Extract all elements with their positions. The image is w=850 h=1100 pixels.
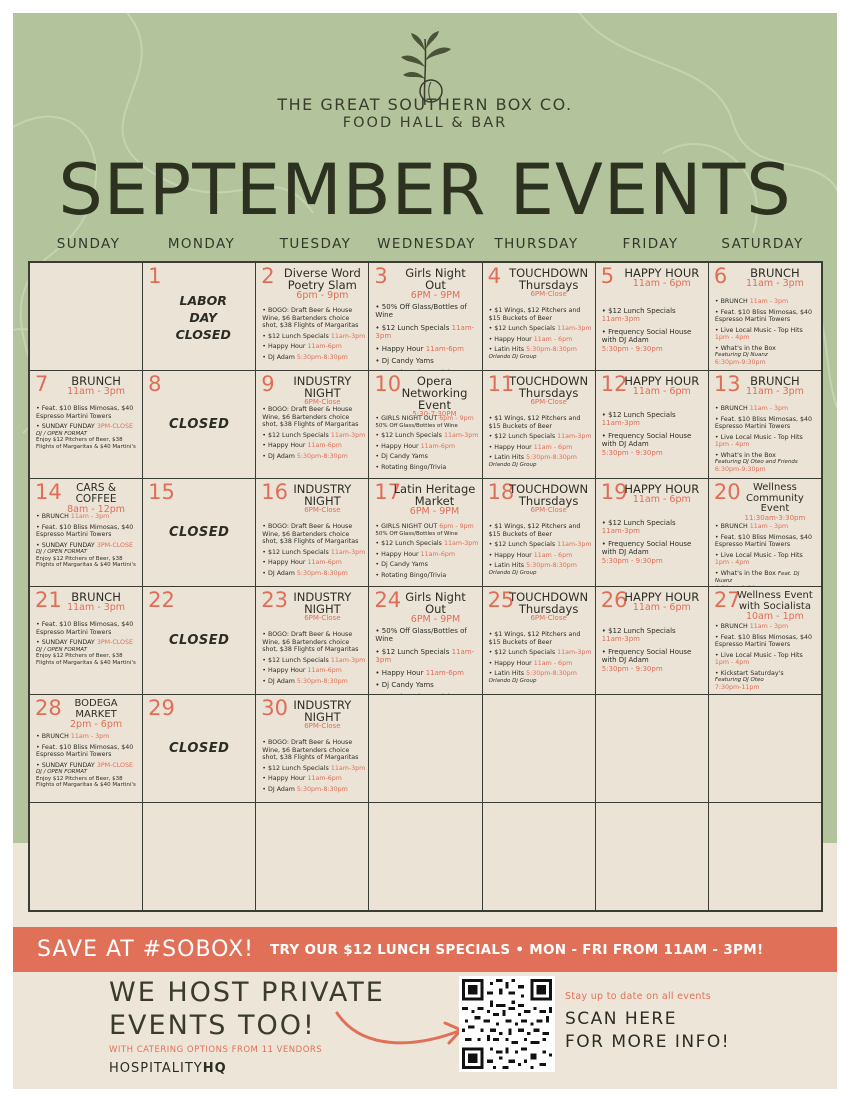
event-heading: BRUNCH 11am - 3pm: [67, 374, 126, 398]
list-item: • Frequency Social House with DJ Adam 5:30pm - 9:30pm: [601, 327, 692, 353]
event-heading: HAPPY HOUR 11am - 6pm: [624, 374, 700, 398]
day-number: 12: [600, 372, 628, 396]
list-item: • Feat. $10 Bliss Mimosas, $40 Espresso Martini Towers: [36, 523, 134, 539]
day-cell-22: [143, 587, 255, 694]
list-item: • $12 Lunch Specials 11am-3pm: [488, 541, 592, 549]
list-item: • $1 Wings, $12 Pitchers and $15 Buckets of Beer: [488, 631, 581, 646]
banner-lunch-specials: TRY OUR $12 LUNCH SPECIALS • MON - FRI FROM 11AM - 3PM!: [269, 941, 764, 958]
list-item: • Live Local Music - Top Hits 1pm - 4pm: [714, 651, 803, 667]
event-list: [375, 415, 478, 474]
day-cell-8: [143, 371, 255, 478]
brand-name: THE GREAT SOUTHERN BOX CO.: [277, 95, 573, 114]
day-number: 25: [487, 588, 515, 612]
event-list: [715, 523, 818, 586]
dow-sunday: SUNDAY: [56, 236, 121, 252]
list-item: • Happy Hour 11am-6pm: [262, 343, 342, 351]
day-number: 7: [35, 372, 49, 396]
event-list: [36, 621, 139, 669]
list-item: • BRUNCH 11am - 3pm: [36, 733, 110, 740]
list-item: • DJ Adam 5:30pm-8:30pm: [262, 353, 348, 361]
dow-thursday: THURSDAY: [494, 236, 579, 252]
day-cell-12: [596, 371, 708, 478]
day-cell-empty: [30, 263, 142, 370]
list-item: • $12 Lunch Specials 11am-3pm: [375, 647, 475, 665]
labor-day-closed: LABOR DAY CLOSED: [175, 293, 231, 342]
dow-saturday: SATURDAY: [721, 236, 804, 252]
event-list: [262, 739, 365, 796]
list-item: • Live Local Music - Top Hits 1pm - 4pm: [714, 433, 803, 449]
list-item: • SUNDAY FUNDAY 3PM-CLOSE DJ / OPEN FORMAT Enjoy $12 Pitchers of Beer, $38 Flights of Margaritas & $40 Martini's: [36, 423, 136, 450]
event-heading: BODEGA MARKET 2pm - 6pm: [70, 698, 123, 730]
list-item: • $12 Lunch Specials 11am-3pm: [262, 548, 366, 556]
dow-wednesday: WEDNESDAY: [377, 236, 476, 252]
event-heading: HAPPY HOUR 11am - 6pm: [624, 266, 700, 290]
more-info-text: FOR MORE INFO!: [565, 1032, 731, 1052]
day-cell-empty: [483, 803, 595, 910]
list-item: • BRUNCH 11am - 3pm: [714, 405, 789, 412]
day-number: 11: [487, 372, 515, 396]
list-item: • Live Local Music - Top Hits 1pm - 4pm: [714, 551, 803, 567]
day-cell-4: [483, 263, 595, 370]
day-number: 21: [35, 588, 62, 612]
list-item: • Feat. $10 Bliss Mimosas, $40 Espresso Martini Towers: [36, 621, 134, 636]
day-number: 28: [35, 696, 62, 720]
day-cell-2: [256, 263, 368, 370]
event-list: [36, 733, 139, 792]
list-item: • Feat. $10 Bliss Mimosas, $40 Espresso Martini Towers: [714, 633, 813, 649]
private-events-heading: WE HOST PRIVATE: [109, 977, 385, 1008]
day-cell-empty: [369, 803, 481, 910]
event-heading: Wellness Community Event 11:30am-3:30pm: [744, 482, 806, 522]
list-item: • BRUNCH 11am - 3pm: [714, 623, 789, 630]
event-list: [489, 523, 592, 579]
event-list: [36, 405, 139, 453]
list-item: • $12 Lunch Specials 11am-3pm: [601, 627, 676, 644]
event-list: [489, 631, 592, 687]
day-cell-27: [709, 587, 821, 694]
event-list: [262, 406, 365, 463]
list-item: • DJ Adam 5:30pm-8:30pm: [262, 785, 348, 793]
event-heading: BRUNCH 11am - 3pm: [745, 266, 804, 290]
list-item: • $12 Lunch Specials 11am-3pm: [262, 764, 366, 772]
list-item: • Dj Candy Yams: [375, 680, 434, 689]
event-heading: INDUSTRY NIGHT 6PM-Close: [293, 698, 352, 731]
event-list: [602, 519, 705, 569]
day-number: 16: [261, 480, 289, 504]
day-cell-18: [483, 479, 595, 586]
list-item: • DJ Adam 5:30pm-8:30pm: [262, 569, 348, 577]
list-item: • DJ Adam 5:30pm-8:30pm: [262, 452, 348, 460]
day-number: 26: [600, 588, 628, 612]
catering-note: WITH CATERING OPTIONS FROM 11 VENDORS: [109, 1045, 323, 1055]
list-item: • SUNDAY FUNDAY 3PM-CLOSE DJ / OPEN FORMAT Enjoy $12 Pitchers of Beer, $38 Flights of Margaritas & $40 Martini's: [36, 639, 136, 666]
day-cell-17: [369, 479, 481, 586]
event-heading: Opera Networking Event 5:30-7:30PM: [401, 374, 468, 419]
event-heading: INDUSTRY NIGHT 6PM-Close: [293, 590, 352, 623]
day-number: 3: [374, 264, 388, 288]
list-item: • Happy Hour 11am-6pm: [262, 442, 342, 450]
day-cell-20: [709, 479, 821, 586]
day-cell-11: [483, 371, 595, 478]
day-cell-3: [369, 263, 481, 370]
day-cell-empty: [30, 803, 142, 910]
day-cell-21: [30, 587, 142, 694]
brand-subtitle: FOOD HALL & BAR: [342, 115, 508, 131]
event-heading: INDUSTRY NIGHT 6PM-Close: [293, 374, 352, 407]
list-item: • $12 Lunch Specials 11am-3pm: [488, 433, 592, 441]
list-item: [375, 369, 478, 370]
list-item: • $12 Lunch Specials 11am-3pm: [488, 649, 592, 657]
day-cell-25: [483, 587, 595, 694]
list-item: • Dj Candy Yams: [375, 453, 428, 461]
list-item: • Happy Hour 11am - 6pm: [488, 551, 573, 559]
day-cell-29: [143, 695, 255, 802]
day-cell-7: [30, 371, 142, 478]
day-number: 19: [600, 480, 628, 504]
event-heading: Wellness Event with Socialista 10am - 1pm: [737, 590, 813, 622]
list-item: • BRUNCH 11am - 3pm: [714, 298, 789, 305]
list-item: • $12 Lunch Specials 11am-3pm: [488, 325, 592, 333]
qr-code-icon[interactable]: [459, 976, 555, 1072]
day-number: 30: [261, 696, 289, 720]
event-list: [602, 411, 705, 461]
list-item: • $12 Lunch Specials 11am-3pm: [262, 656, 366, 664]
dow-tuesday: TUESDAY: [279, 236, 352, 252]
day-cell-16: [256, 479, 368, 586]
list-item: • What's in the Box Featuring DJ Oteo and Friends 6:30pm-9:30pm: [714, 451, 798, 473]
list-item: • $1 Wings, $12 Pitchers and $15 Buckets of Beer: [488, 523, 581, 538]
list-item: • 50% Off Glass/Bottles of Wine: [375, 303, 467, 320]
day-number: 13: [713, 372, 741, 396]
event-list: [715, 623, 818, 694]
closed-label: CLOSED: [168, 417, 230, 432]
calendar-grid: [28, 261, 823, 912]
event-heading: INDUSTRY NIGHT 6PM-Close: [293, 482, 352, 515]
private-events-heading-2: EVENTS TOO!: [109, 1010, 316, 1041]
day-number: 10: [374, 372, 402, 396]
event-list: [262, 631, 365, 688]
list-item: • Happy Hour 11am-6pm: [375, 442, 456, 450]
scan-here-text: SCAN HERE: [565, 1009, 677, 1029]
day-cell-1: [143, 263, 255, 370]
list-item: • Happy Hour 11am-6pm: [375, 550, 456, 558]
day-number: 20: [713, 480, 741, 504]
day-cell-empty: [709, 803, 821, 910]
day-cell-empty: [596, 695, 708, 802]
list-item: • Frequency Social House with DJ Adam 5:30pm - 9:30pm: [601, 431, 692, 457]
list-item: • Latin Hits 5:30pm-8:30pm Orlando Dj Group: [488, 670, 577, 684]
list-item: • Rotating Bingo/Trivia: [375, 463, 447, 471]
list-item: • $1 Wings, $12 Pitchers and $15 Buckets of Beer: [488, 415, 581, 430]
list-item: • SUNDAY FUNDAY 3PM-CLOSE DJ / OPEN FORMAT Enjoy $12 Pitchers of Beer, $38 Flights of Margaritas & $40 Martini's: [36, 761, 136, 789]
list-item: • Kickstart Saturday's Featuring DJ Oteo 7:30pm-11pm: [714, 669, 784, 691]
event-list: [602, 627, 705, 677]
day-cell-30: [256, 695, 368, 802]
list-item: • Latin Hits 5:30pm-8:30pm Orlando Dj Group: [488, 454, 577, 468]
list-item: • SUNDAY FUNDAY 3PM-CLOSE DJ / OPEN FORMAT Enjoy $12 Pitchers of Beer, $38 Flights of Margaritas & $40 Martini's: [36, 541, 136, 569]
list-item: • DJ Adam 5:30pm-8:30pm: [262, 677, 348, 685]
list-item: • $12 Lunch Specials 11am-3pm: [601, 519, 676, 536]
event-list: [375, 303, 478, 370]
list-item: • GIRLS NIGHT OUT 6pm - 9pm 50% Off Glass/Bottles of Wine: [375, 415, 474, 429]
day-number: 23: [261, 588, 289, 612]
dow-friday: FRIDAY: [622, 236, 679, 252]
list-item: • $12 Lunch Specials 11am-3pm: [375, 432, 479, 440]
list-item: • GIRLS NIGHT OUT 6pm - 9pm 50% Off Glass/Bottles of Wine: [375, 523, 474, 537]
event-list: [489, 415, 592, 471]
day-number: 1: [148, 264, 162, 288]
list-item: • Feat. $10 Bliss Mimosas, $40 Espresso Martini Towers: [714, 533, 813, 549]
event-heading: TOUCHDOWN Thursdays 6PM-Close: [509, 590, 589, 623]
day-cell-6: [709, 263, 821, 370]
day-cell-10: [369, 371, 481, 478]
event-heading: TOUCHDOWN Thursdays 6PM-Close: [509, 266, 589, 299]
day-cell-26: [596, 587, 708, 694]
event-heading: BRUNCH 11am - 3pm: [67, 590, 126, 614]
day-number: 29: [148, 696, 175, 720]
event-heading: HAPPY HOUR 11am - 6pm: [624, 482, 700, 506]
list-item: • Dj Candy Yams: [375, 356, 434, 365]
event-heading: TOUCHDOWN Thursdays 6PM-Close: [509, 374, 589, 407]
list-item: • Live Local Music - Top Hits 1pm - 4pm: [714, 326, 803, 342]
list-item: • Feat. $10 Bliss Mimosas, $40 Espresso Martini Towers: [36, 405, 134, 420]
list-item: • $12 Lunch Specials 11am-3pm: [375, 540, 479, 548]
closed-label: CLOSED: [168, 633, 230, 648]
day-cell-9: [256, 371, 368, 478]
day-cell-empty: [143, 803, 255, 910]
list-item: • Happy Hour 11am-6pm: [375, 668, 464, 677]
list-item: • Happy Hour 11am - 6pm: [488, 443, 573, 451]
event-list: [375, 627, 478, 694]
event-list: [375, 523, 478, 582]
list-item: • Rotating Bingo/Trivia: [375, 571, 447, 579]
event-heading: Girls Night Out 6PM - 9PM: [405, 590, 466, 626]
day-cell-5: [596, 263, 708, 370]
list-item: • Happy Hour 11am - 6pm: [488, 335, 573, 343]
event-heading: Diverse Word Poetry Slam 6pm - 9pm: [283, 266, 361, 302]
list-item: • Happy Hour 11am-6pm: [375, 344, 464, 353]
list-item: • Happy Hour 11am-6pm: [262, 559, 342, 567]
day-cell-28: [30, 695, 142, 802]
list-item: • BOGO: Draft Beer & House Wine, $6 Bartenders choice shot, $38 Flights of Margaritas: [262, 523, 359, 546]
day-cell-19: [596, 479, 708, 586]
list-item: • 50% Off Glass/Bottles of Wine: [375, 627, 467, 644]
list-item: • $12 Lunch Specials 11am-3pm: [262, 431, 366, 439]
dow-monday: MONDAY: [167, 236, 236, 252]
list-item: • BOGO: Draft Beer & House Wine, $6 Bartenders choice shot, $38 Flights of Margaritas: [262, 739, 359, 762]
list-item: • Happy Hour 11am-6pm: [262, 667, 342, 675]
day-number: 24: [374, 588, 402, 612]
curved-arrow-icon: [331, 1003, 471, 1053]
event-heading: CARS & COFFEE 8am - 12pm: [67, 482, 126, 516]
closed-label: CLOSED: [168, 741, 230, 756]
day-cell-empty: [709, 695, 821, 802]
day-number: 18: [487, 480, 515, 504]
list-item: • Latin Hits 5:30pm-8:30pm Orlando Dj Group: [488, 346, 577, 360]
list-item: [375, 693, 478, 694]
day-number: 5: [600, 264, 615, 288]
day-number: 15: [148, 480, 175, 504]
day-number: 9: [261, 372, 275, 396]
event-heading: BRUNCH 11am - 3pm: [745, 374, 804, 398]
event-heading: Latin Heritage Market 6PM - 9PM: [393, 482, 476, 518]
list-item: • Happy Hour 11am - 6pm: [488, 659, 573, 667]
list-item: • BOGO: Draft Beer & House Wine, $6 Bartenders choice shot, $38 Flights of Margaritas: [262, 406, 359, 429]
list-item: • BRUNCH 11am - 3pm: [714, 523, 789, 530]
hospitality-hq-logo: HOSPITALITYHQ: [109, 1061, 227, 1076]
event-list: [262, 523, 365, 580]
day-cell-empty: [596, 803, 708, 910]
event-list: [602, 307, 705, 357]
stay-updated-text: Stay up to date on all events: [565, 991, 711, 1002]
day-number: 8: [148, 372, 162, 396]
closed-label: CLOSED: [168, 525, 230, 540]
day-cell-empty: [369, 695, 481, 802]
day-number: 22: [148, 588, 175, 612]
list-item: • Feat. $10 Bliss Mimosas, $40 Espresso Martini Towers: [714, 308, 813, 324]
day-cell-empty: [483, 695, 595, 802]
list-item: • Happy Hour 11am-6pm: [262, 775, 342, 783]
page-title: SEPTEMBER EVENTS: [58, 149, 792, 231]
list-item: • Frequency Social House with DJ Adam 5:30pm - 9:30pm: [601, 539, 692, 565]
day-number: 27: [713, 588, 741, 612]
day-number: 14: [35, 480, 62, 504]
list-item: • Latin Hits 5:30pm-8:30pm Orlando Dj Group: [488, 562, 577, 576]
event-heading: Girls Night Out 6PM - 9PM: [405, 266, 466, 302]
day-cell-14: [30, 479, 142, 586]
day-number: 6: [713, 264, 728, 288]
event-list: [36, 513, 139, 572]
list-item: • $12 Lunch Specials 11am-3pm: [601, 411, 676, 428]
day-cell-23: [256, 587, 368, 694]
banner-hashtag: SAVE AT #SOBOX!: [37, 937, 254, 962]
day-cell-24: [369, 587, 481, 694]
list-item: • $12 Lunch Specials 11am-3pm: [601, 307, 676, 324]
day-cell-empty: [256, 803, 368, 910]
event-list: [489, 307, 592, 363]
list-item: • What's in the Box Featuring Dj Nuanz 6:30pm-9:30pm: [714, 344, 776, 366]
list-item: • Feat. $10 Bliss Mimosas, $40 Espresso Martini Towers: [714, 415, 813, 431]
day-cell-13: [709, 371, 821, 478]
event-list: [262, 307, 365, 364]
event-poster: [13, 13, 837, 1089]
list-item: • BOGO: Draft Beer & House Wine, $6 Bartenders choice shot, $38 Flights of Margaritas: [262, 307, 359, 330]
event-list: [715, 405, 818, 476]
list-item: • $12 Lunch Specials 11am-3pm: [262, 332, 366, 340]
list-item: • What's in the Box Feat. Dj Nuanz: [714, 569, 800, 585]
promo-banner: [13, 927, 837, 972]
day-number: 17: [374, 480, 402, 504]
list-item: • Frequency Social House with DJ Adam 5:30pm - 9:30pm: [601, 647, 692, 673]
event-heading: HAPPY HOUR 11am - 6pm: [624, 590, 700, 614]
event-heading: TOUCHDOWN Thursdays 6PM-Close: [509, 482, 589, 515]
list-item: • BRUNCH 11am - 3pm: [36, 513, 110, 520]
list-item: • BOGO: Draft Beer & House Wine, $6 Bartenders choice shot, $38 Flights of Margaritas: [262, 631, 359, 654]
list-item: • $1 Wings, $12 Pitchers and $15 Buckets of Beer: [488, 307, 581, 322]
event-list: [715, 298, 818, 369]
day-number: 4: [487, 264, 501, 288]
list-item: • Dj Candy Yams: [375, 561, 428, 569]
list-item: • Feat. $10 Bliss Mimosas, $40 Espresso Martini Towers: [36, 743, 134, 759]
list-item: • $12 Lunch Specials 11am-3pm: [375, 323, 475, 341]
day-cell-15: [143, 479, 255, 586]
day-number: 2: [261, 264, 275, 288]
